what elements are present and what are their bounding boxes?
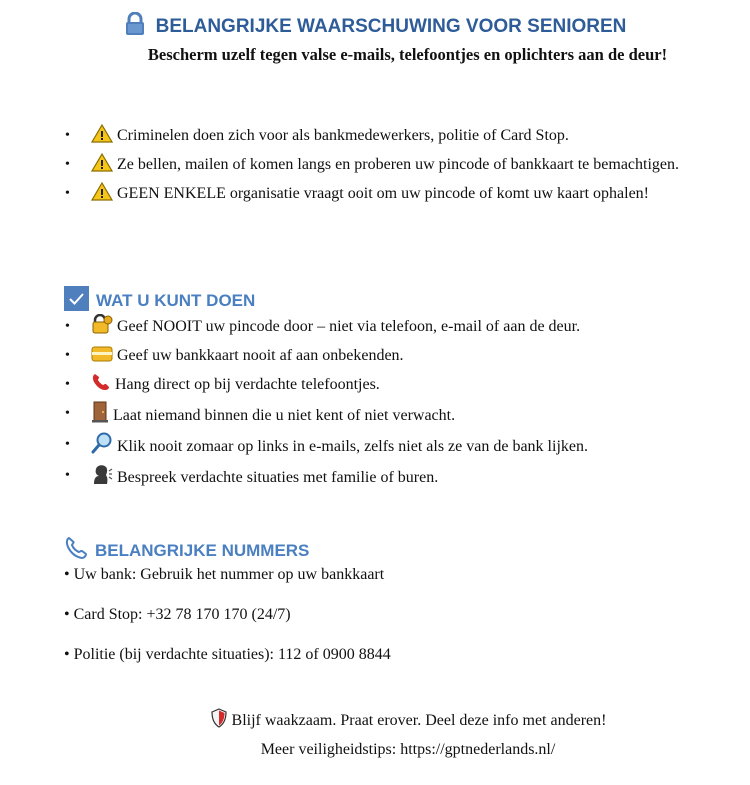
bullet: • (65, 157, 70, 172)
speaking-head-icon (91, 463, 113, 494)
credit-card-icon (91, 345, 113, 372)
footer (0, 708, 750, 763)
bullet: • (65, 437, 70, 452)
tip-text: Klik nooit zomaar op links in e-mails, zelfs niet als ze van de bank lijken. (117, 438, 588, 455)
warning-icon (91, 182, 113, 210)
list-item (63, 123, 743, 152)
numbers-list (64, 562, 391, 682)
footer-line-2: Meer veiligheidstips: https://gptnederlands.nl/ (260, 741, 556, 758)
bullet: • (65, 468, 70, 483)
list-item: • Card Stop: +32 78 170 170 (24/7) (64, 606, 291, 623)
list-item (63, 401, 743, 432)
warning-text: Ze bellen, mailen of komen langs en proberen uw pincode of bankkaart te bemachtigen. (117, 156, 680, 173)
warning-list (63, 123, 743, 210)
telephone-receiver-icon (91, 372, 111, 401)
list-item (63, 181, 743, 210)
tip-text: Geef uw bankkaart nooit af aan onbekenden. (117, 347, 404, 364)
list-item (63, 372, 743, 401)
footer-message: Blijf waakzaam. Praat erover. Deel deze info met anderen! (231, 712, 607, 729)
list-item (63, 343, 743, 372)
warning-icon (91, 124, 113, 152)
shield-icon (210, 708, 228, 737)
bullet: • (65, 348, 70, 363)
tip-text: Geef NOOIT uw pincode door – niet via telefoon, e-mail of aan de deur. (117, 318, 581, 335)
list-item: • Uw bank: Gebruik het nummer op uw bankkaart (64, 566, 385, 583)
bullet: • (65, 406, 70, 421)
list-item: • Politie (bij verdachte situaties): 112 of 0900 8844 (64, 646, 391, 663)
bullet: • (65, 186, 70, 201)
title-row (0, 12, 750, 42)
list-item (63, 152, 743, 181)
page-subtitle: Bescherm uzelf tegen valse e-mails, telefoontjes en oplichters aan de deur! (147, 45, 668, 64)
bullet: • (65, 128, 70, 143)
warning-icon (91, 153, 113, 181)
list-item (63, 463, 743, 494)
magnifying-glass-icon (91, 432, 113, 463)
section-heading-text: BELANGRIJKE NUMMERS (95, 540, 310, 560)
section-heading-text: WAT U KUNT DOEN (96, 291, 256, 310)
tip-text: Hang direct op bij verdachte telefoontjes. (115, 376, 380, 393)
list-item (63, 314, 743, 343)
locked-with-key-icon (91, 314, 113, 343)
list-item (63, 432, 743, 463)
tip-text: Bespreek verdachte situaties met familie of buren. (117, 469, 439, 486)
footer-line-1 (0, 708, 750, 737)
what-to-do-list (63, 314, 743, 494)
warning-text: GEEN ENKELE organisatie vraagt ooit om uw pincode of komt uw kaart ophalen! (117, 185, 650, 202)
warning-text: Criminelen doen zich voor als bankmedewerkers, politie of Card Stop. (117, 127, 569, 144)
check-box-icon (64, 286, 89, 316)
page-title-wrap (124, 12, 627, 42)
bullet: • (65, 377, 70, 392)
bullet: • (65, 319, 70, 334)
section-heading-what-to-do (64, 286, 255, 316)
lock-icon (124, 12, 146, 42)
tip-text: Laat niemand binnen die u niet kent of niet verwacht. (113, 407, 456, 424)
section-heading-numbers (64, 536, 309, 565)
page-title: BELANGRIJKE WAARSCHUWING VOOR SENIOREN (155, 16, 627, 37)
door-icon (91, 401, 109, 432)
phone-icon (64, 536, 88, 565)
